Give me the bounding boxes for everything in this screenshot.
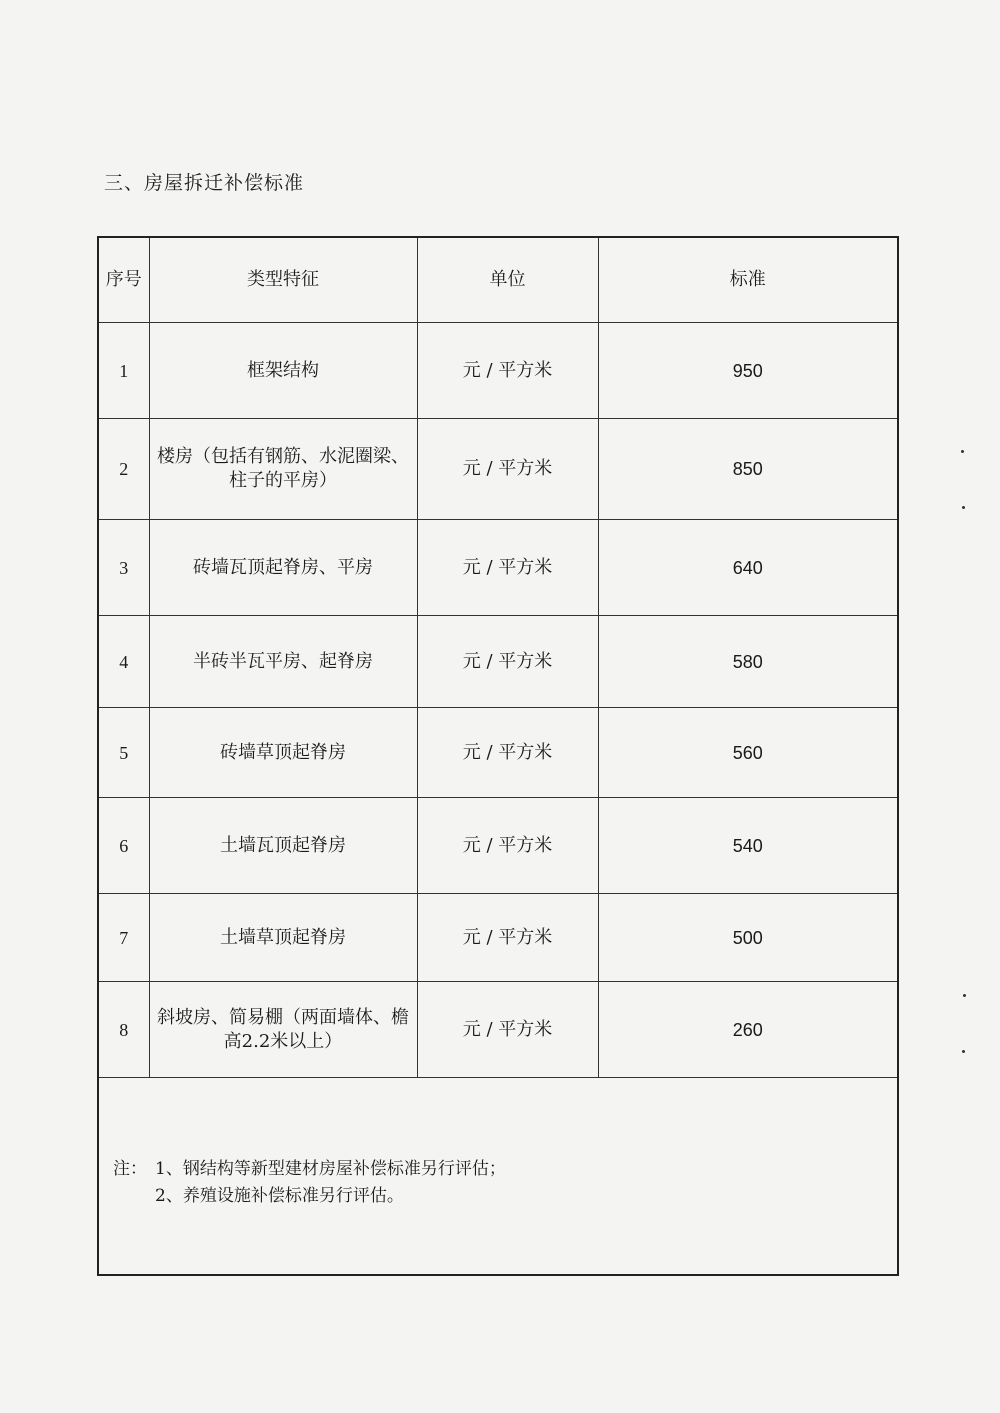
- table-row: [98, 419, 898, 520]
- row-standard: 950: [598, 323, 898, 419]
- row-no: 1: [98, 323, 149, 419]
- compensation-table: [97, 236, 899, 1276]
- row-no: 8: [98, 982, 149, 1078]
- row-type: 砖墙草顶起脊房: [149, 708, 417, 798]
- row-type: 楼房（包括有钢筋、水泥圈梁、柱子的平房）: [149, 419, 417, 520]
- row-unit: 元 / 平方米: [417, 894, 598, 982]
- row-standard: 560: [598, 708, 898, 798]
- row-type: 土墙草顶起脊房: [149, 894, 417, 982]
- header-unit: 单位: [417, 237, 598, 323]
- row-no: 5: [98, 708, 149, 798]
- row-type: 土墙瓦顶起脊房: [149, 798, 417, 894]
- row-unit: 元 / 平方米: [417, 798, 598, 894]
- row-standard: 540: [598, 798, 898, 894]
- table-row: [98, 798, 898, 894]
- header-standard: 标准: [598, 237, 898, 323]
- row-type: 半砖半瓦平房、起脊房: [149, 616, 417, 708]
- row-unit: 元 / 平方米: [417, 616, 598, 708]
- row-standard: 500: [598, 894, 898, 982]
- scan-speck: [963, 994, 966, 997]
- note-indent: [105, 1183, 155, 1210]
- table-row: [98, 894, 898, 982]
- row-unit: 元 / 平方米: [417, 419, 598, 520]
- row-no: 2: [98, 419, 149, 520]
- table-row: [98, 616, 898, 708]
- table-header-row: [98, 237, 898, 323]
- scan-speck: [962, 506, 965, 509]
- row-unit: 元 / 平方米: [417, 323, 598, 419]
- row-standard: 260: [598, 982, 898, 1078]
- notes: [105, 1156, 506, 1210]
- scan-speck: [961, 450, 964, 453]
- row-no: 7: [98, 894, 149, 982]
- table-row: [98, 323, 898, 419]
- table-row: [98, 520, 898, 616]
- row-type: 框架结构: [149, 323, 417, 419]
- scan-speck: [962, 1050, 965, 1053]
- row-standard: 850: [598, 419, 898, 520]
- note-item: [105, 1156, 506, 1183]
- notes-row: [98, 1078, 898, 1276]
- note-item: [105, 1183, 506, 1210]
- row-type: 砖墙瓦顶起脊房、平房: [149, 520, 417, 616]
- section-title: 三、房屋拆迁补偿标准: [104, 172, 305, 194]
- row-unit: 元 / 平方米: [417, 708, 598, 798]
- header-type: 类型特征: [149, 237, 417, 323]
- note-text: 2、养殖设施补偿标准另行评估。: [155, 1186, 404, 1206]
- table-row: [98, 982, 898, 1078]
- row-type: 斜坡房、简易棚（两面墙体、檐高2.2米以上）: [149, 982, 417, 1078]
- note-text: 1、钢结构等新型建材房屋补偿标准另行评估；: [155, 1159, 506, 1179]
- row-no: 4: [98, 616, 149, 708]
- row-standard: 640: [598, 520, 898, 616]
- note-prefix: 注：: [113, 1159, 147, 1179]
- row-unit: 元 / 平方米: [417, 520, 598, 616]
- row-standard: 580: [598, 616, 898, 708]
- header-no: 序号: [98, 237, 149, 323]
- row-no: 6: [98, 798, 149, 894]
- notes-cell: [98, 1078, 898, 1276]
- row-no: 3: [98, 520, 149, 616]
- row-unit: 元 / 平方米: [417, 982, 598, 1078]
- table-row: [98, 708, 898, 798]
